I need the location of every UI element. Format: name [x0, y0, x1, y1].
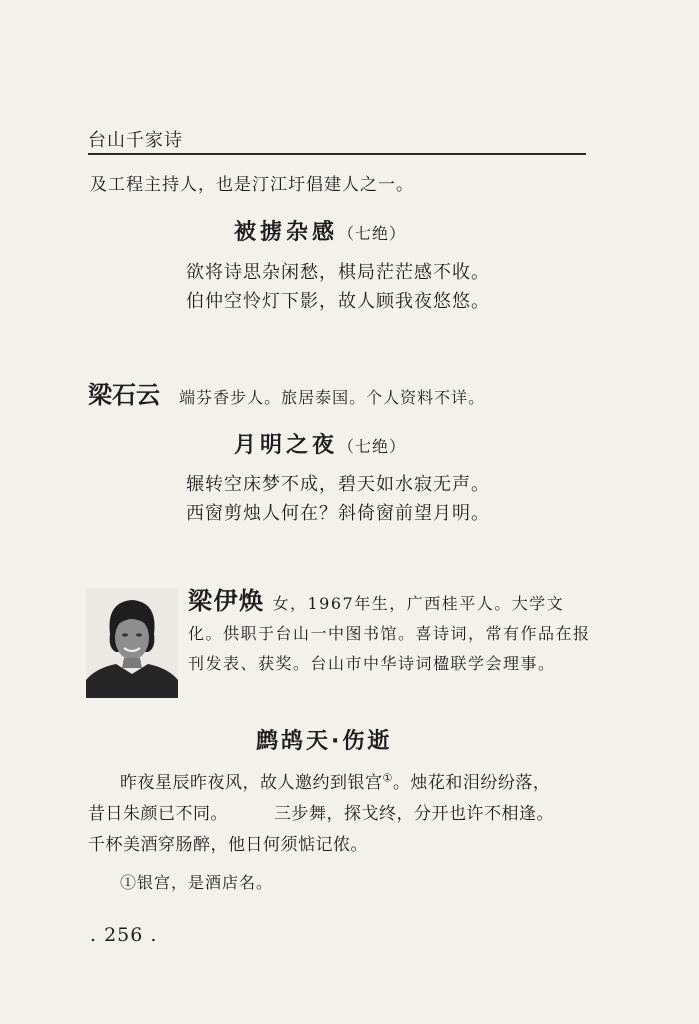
- portrait-image: [86, 588, 178, 698]
- poem1-line-1: 欲将诗思杂闲愁，棋局茫茫感不收。: [186, 262, 490, 283]
- poem-title-text: 月明之夜: [234, 433, 339, 458]
- poem-form: （七绝）: [338, 437, 407, 456]
- author-name: 梁石云: [88, 381, 160, 409]
- carryover-text: 及工程主持人，也是汀江圩倡建人之一。: [90, 175, 414, 195]
- poem3-line-2: 昔日朱颜已不同。 三步舞，探戈终，分开也许不相逢。: [88, 804, 554, 824]
- author-entry-2: [88, 375, 485, 410]
- poem2-line-2: 西窗剪烛人何在？斜倚窗前望月明。: [186, 503, 490, 524]
- author-name: 梁伊焕: [188, 587, 265, 615]
- poem-title-text: 被掳杂感: [234, 220, 339, 245]
- running-head: 台山千家诗: [88, 130, 183, 151]
- author-portrait: [86, 588, 178, 698]
- author-bio: 端芬香步人。旅居泰国。个人资料不详。: [179, 388, 486, 407]
- header-rule: [88, 153, 586, 155]
- poem-title-1: [234, 215, 406, 246]
- author-bio: 女，1967年生，广西桂平人。大学文化。供职于台山一中图书馆。喜诗词，常有作品在报刊发表、获奖。台山市中华诗词楹联学会理事。: [188, 594, 591, 673]
- poem3-line-3: 千杯美酒穿肠醉，他日何须惦记侬。: [88, 835, 368, 855]
- footnote: ①银宫，是酒店名。: [120, 873, 274, 892]
- poem-title-3: 鹧鸪天·伤逝: [256, 729, 393, 754]
- page-number: . 256 .: [90, 924, 158, 946]
- poem-form: （七绝）: [338, 224, 407, 243]
- poem2-line-1: 辗转空床梦不成，碧天如水寂无声。: [186, 474, 490, 495]
- poem1-line-2: 伯仲空怜灯下影，故人顾我夜悠悠。: [186, 291, 490, 312]
- author-entry-3: [188, 586, 598, 679]
- footnote-marker: ①: [382, 771, 393, 785]
- poem-title-2: [234, 428, 406, 459]
- poem3-line-1: 昨夜星辰昨夜风，故人邀约到银宫①。烛花和泪纷纷落，: [120, 771, 551, 793]
